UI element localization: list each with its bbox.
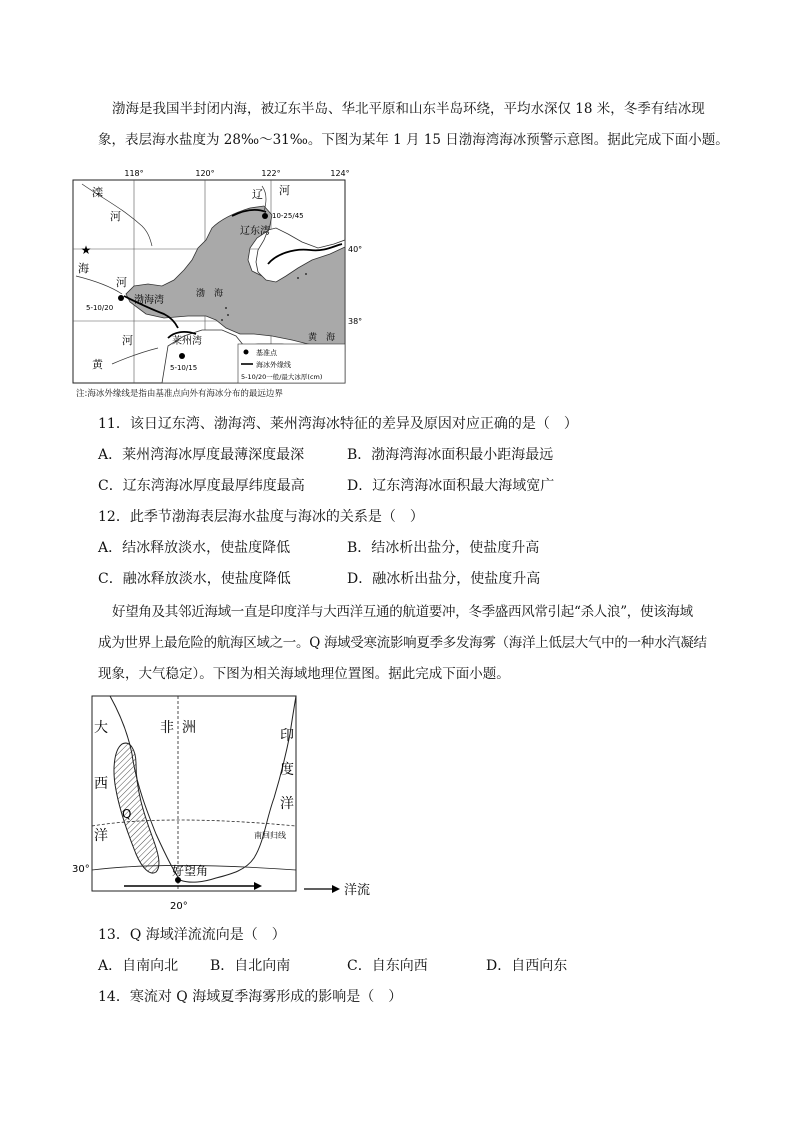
label-xi: 西: [94, 776, 108, 792]
legend-current-arrow: [332, 885, 340, 893]
question-11-option-d[interactable]: D．辽东湾海冰面积最大海域宽广: [347, 478, 555, 494]
label-luan-he: 河: [110, 210, 121, 223]
label-hai-he: 河: [116, 276, 127, 289]
question-14-stem: 14．寒流对 Q 海域夏季海雾形成的影响是（ ）: [98, 989, 403, 1005]
reference-point-bohai: [118, 295, 124, 301]
label-liao-he: 河: [279, 184, 290, 197]
label-point-laizhou: 5-10/15: [170, 364, 198, 372]
cape-map: [70, 694, 390, 919]
lon-tick-122: 122°: [261, 169, 281, 178]
lon-tick-118: 118°: [124, 169, 144, 178]
label-yellow-sea: 黄 海: [308, 333, 336, 343]
map1-legend: [238, 344, 345, 383]
question-13-option-d[interactable]: D．自西向东: [486, 958, 568, 974]
label-laizhou-bay: 莱州湾: [172, 336, 202, 347]
question-12-option-c[interactable]: C．融冰释放淡水，使盐度降低: [98, 571, 291, 587]
question-11-option-a[interactable]: A．莱州湾海冰厚度最薄深度最深: [98, 447, 305, 463]
question-13-option-a[interactable]: A．自南向北: [98, 958, 179, 974]
question-13-option-b[interactable]: B．自北向南: [210, 958, 291, 974]
label-lat30: 30°: [72, 864, 90, 875]
label-cape: 好望角: [172, 864, 209, 878]
question-13-stem: 13．Q 海域洋流流向是（ ）: [98, 927, 286, 943]
question-12-stem: 12．此季节渤海表层海水盐度与海冰的关系是（ ）: [98, 509, 424, 525]
map1-note: 注:海冰外缘线是指由基准点向外有海冰分布的最远边界: [76, 389, 283, 399]
bohai-ice-map: [72, 168, 363, 388]
label-q: Q: [122, 807, 132, 821]
passage-1-line-2: 象，表层海水盐度为 28‰～31‰。下图为某年 1 月 15 日渤海湾海冰预警示意图。据此完成下面小题。: [98, 132, 729, 148]
legend-current-label: 洋流: [344, 883, 371, 898]
lat-tick-38: 38°: [348, 317, 363, 326]
label-luan: 滦: [92, 186, 103, 199]
label-point-bohai: 5-10/20: [86, 304, 114, 312]
question-12-option-a[interactable]: A．结冰释放淡水，使盐度降低: [98, 540, 291, 556]
question-12-option-b[interactable]: B．结冰析出盐分，使盐度升高: [347, 540, 540, 556]
lon-tick-124: 124°: [330, 169, 350, 178]
label-zhou: 洲: [182, 720, 196, 736]
label-fei: 非: [160, 720, 174, 736]
label-du: 度: [280, 762, 294, 778]
label-huang: 黄: [92, 358, 103, 371]
passage-1: [98, 94, 738, 156]
label-yang2: 洋: [280, 796, 294, 812]
question-11-option-b[interactable]: B．渤海湾海冰面积最小距海最远: [347, 447, 554, 463]
legend-line: 海冰外缘线: [256, 361, 291, 369]
label-yin: 印: [280, 728, 294, 744]
label-point-liaodong: 10-25/45: [272, 212, 304, 220]
label-bohai-sea: 渤 海: [196, 289, 224, 299]
label-liao: 辽: [252, 188, 263, 201]
question-13-option-c[interactable]: C．自东向西: [347, 958, 428, 974]
passage-2: [98, 597, 738, 690]
lat-tick-40: 40°: [348, 245, 363, 254]
label-hai: 海: [78, 262, 89, 275]
label-bohai-bay: 渤海湾: [134, 295, 164, 306]
label-da: 大: [94, 720, 108, 736]
lon-tick-120: 120°: [195, 169, 215, 178]
passage-2-line-1: 好望角及其邻近海域一直是印度洋与大西洋互通的航道要冲，冬季盛西风常引起“杀人浪”，使该海域: [112, 604, 693, 620]
label-tropic: 南回归线: [254, 831, 286, 840]
reference-point-laizhou: [179, 353, 185, 359]
passage-1-line-1: 渤海是我国半封闭内海，被辽东半岛、华北平原和山东半岛环绕，平均水深仅 18 米，冬季有结冰现: [112, 101, 705, 117]
label-yang1: 洋: [94, 828, 108, 844]
question-11-stem: 11．该日辽东湾、渤海湾、莱州湾海冰特征的差异及原因对应正确的是（ ）: [98, 416, 578, 432]
question-12-option-d[interactable]: D．融冰析出盐分，使盐度升高: [347, 571, 541, 587]
legend-thickness: 5-10/20一般/最大冰厚(cm): [241, 373, 323, 381]
passage-2-line-3: 现象，大气稳定）。下图为相关海域地理位置图。据此完成下面小题。: [98, 666, 510, 682]
capital-star-icon: ★: [80, 243, 92, 257]
label-lon20: 20°: [170, 901, 188, 912]
question-11-option-c[interactable]: C．辽东湾海冰厚度最厚纬度最高: [98, 478, 305, 494]
label-liaodong-bay: 辽东湾: [240, 226, 270, 237]
legend-point: 基准点: [256, 349, 277, 357]
passage-2-line-2: 成为世界上最危险的航海区域之一。Q 海域受寒流影响夏季多发海雾（海洋上低层大气中的一种水汽凝结: [98, 635, 707, 651]
label-huang-he: 河: [122, 334, 133, 347]
reference-point-liaodong: [262, 213, 268, 219]
